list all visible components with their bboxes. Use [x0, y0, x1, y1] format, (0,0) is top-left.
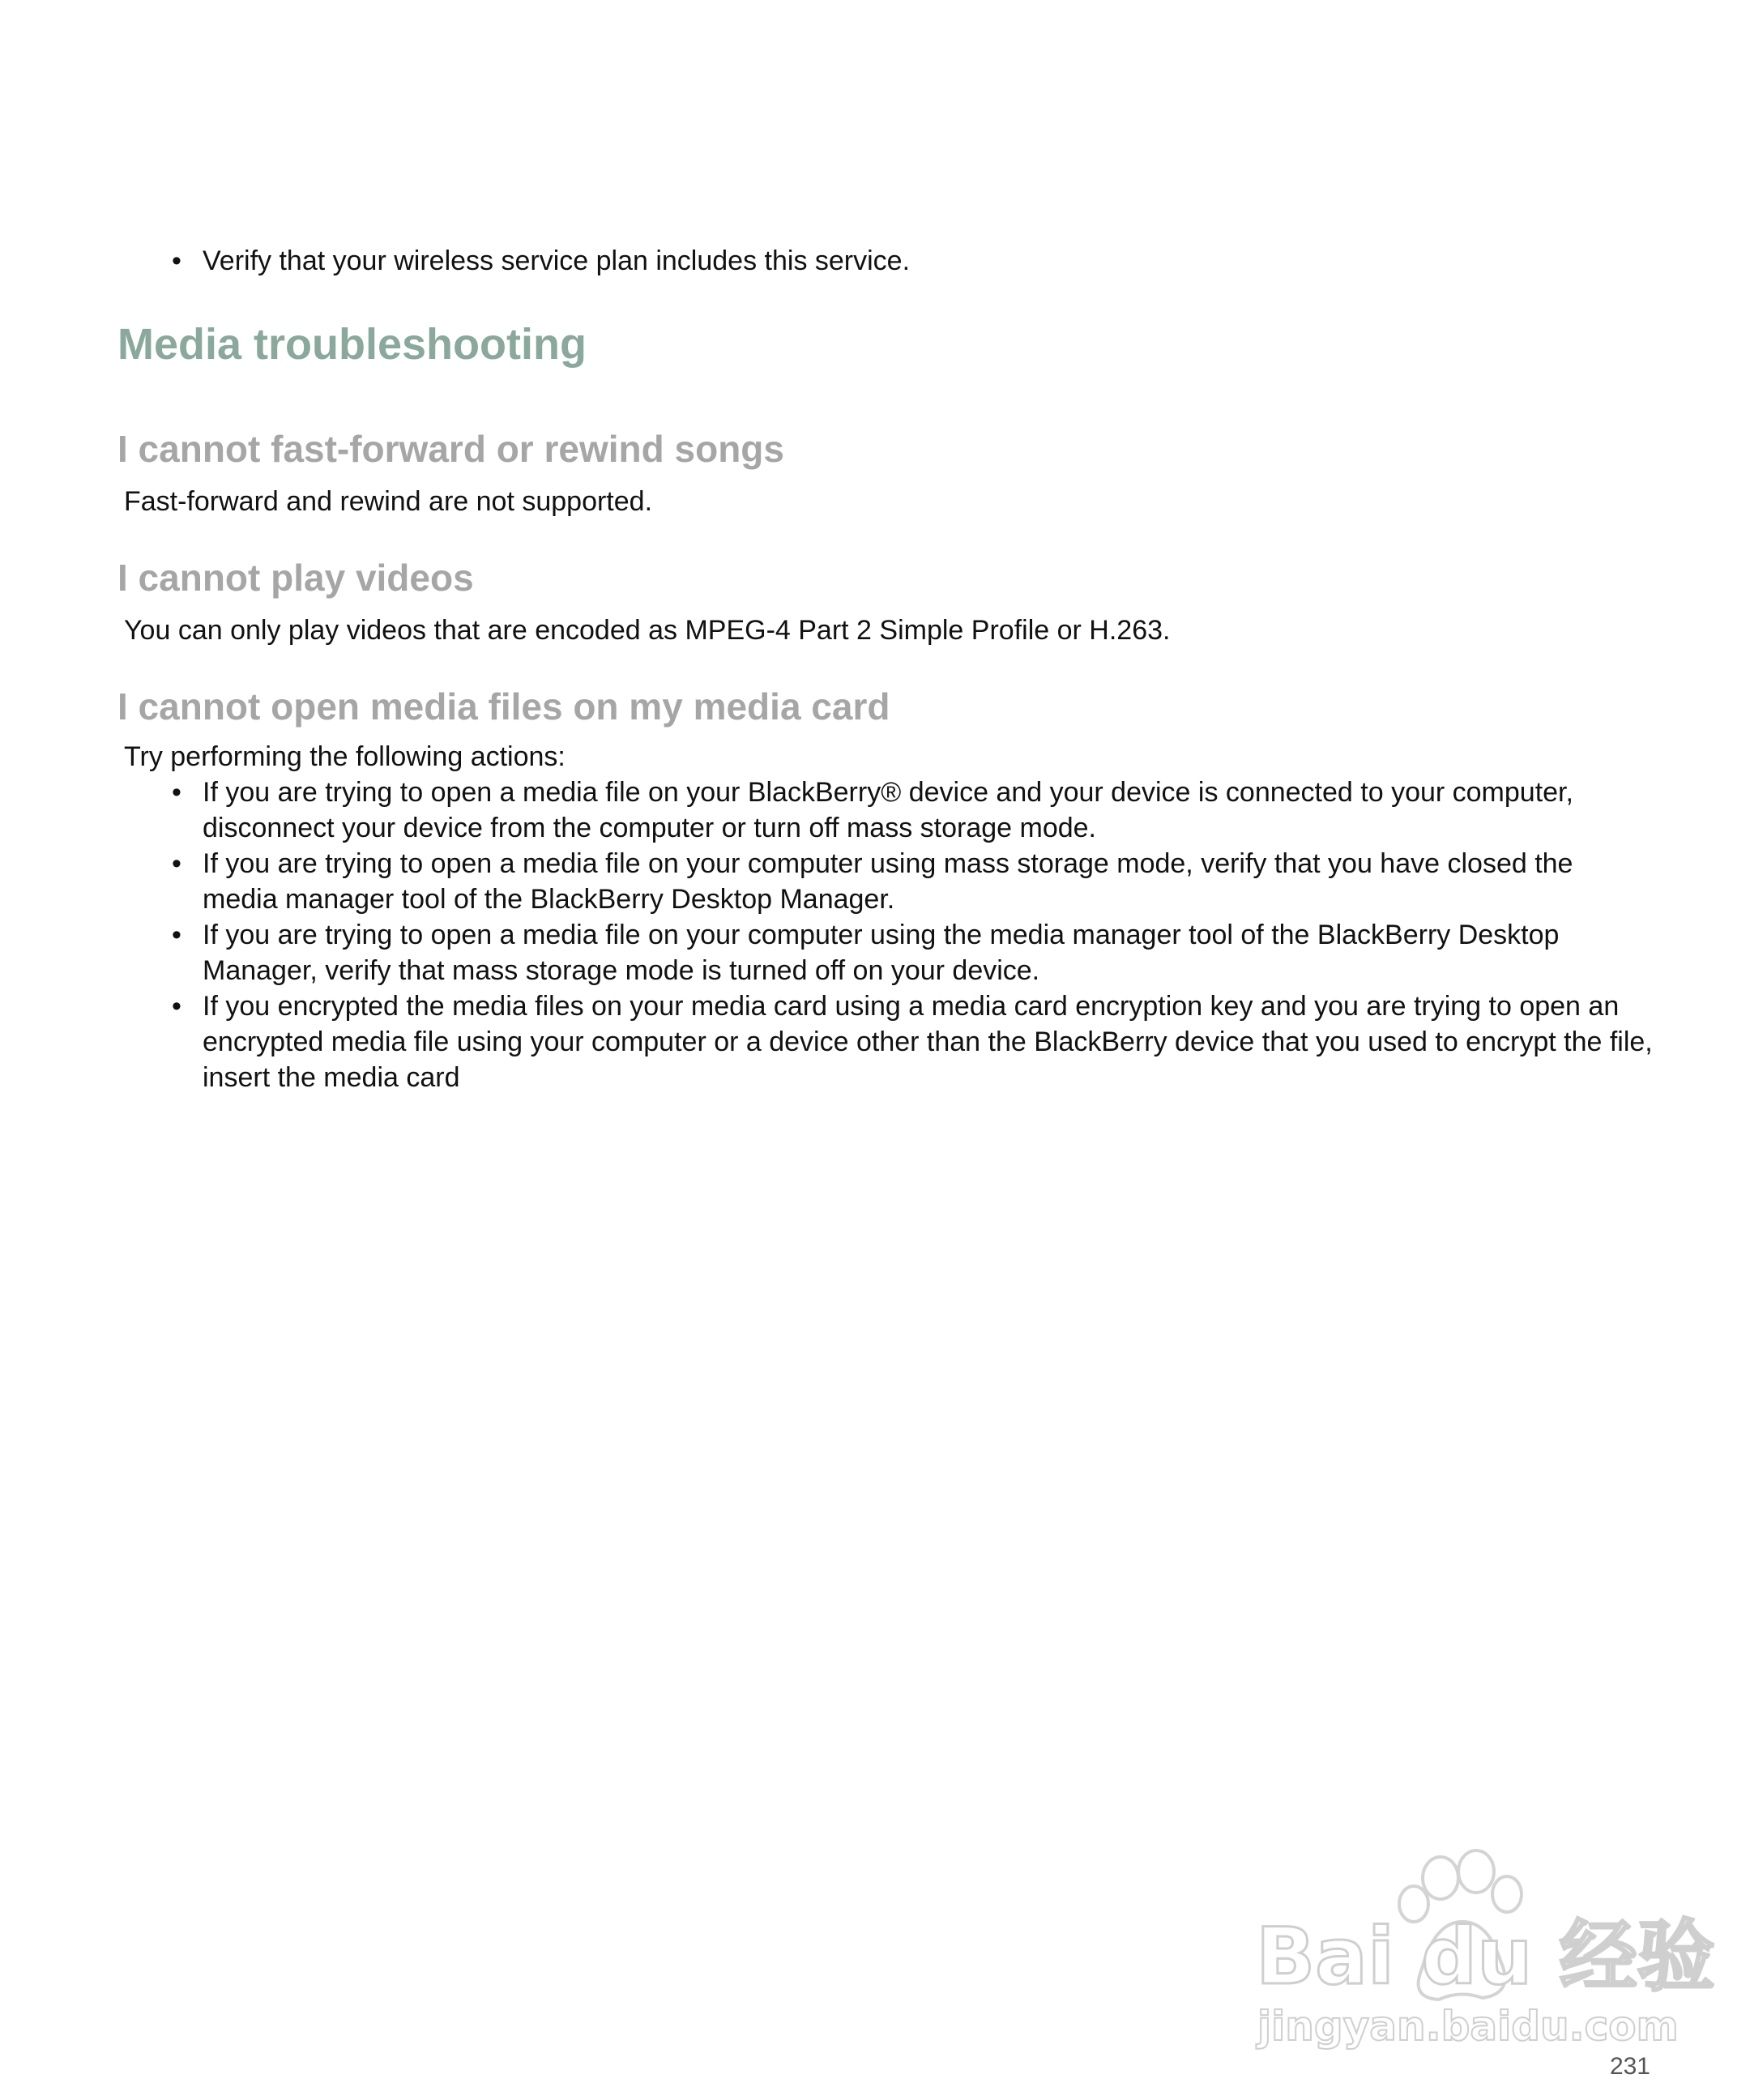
action-text: If you are trying to open a media file on your computer using mass storage mode, verify that you have closed the media manager tool of the BlackBerry Desktop Manager.: [203, 848, 1573, 915]
bullet-icon: •: [172, 245, 181, 276]
issue-text-fast-forward: Fast-forward and rewind are not supported.: [124, 486, 653, 517]
bullet-icon: •: [172, 920, 181, 950]
action-item: [172, 988, 1653, 1095]
section-title: Media troubleshooting: [117, 320, 587, 369]
issue-text-play-videos: You can only play videos that are encoded as MPEG-4 Part 2 Simple Profile or H.263.: [124, 615, 1171, 646]
action-item: [172, 917, 1653, 988]
bullet-icon: •: [172, 848, 181, 879]
action-item: [172, 846, 1653, 917]
baidu-watermark-logo: [1248, 1847, 1715, 2058]
watermark-url-text: jingyan.baidu.com: [1257, 2003, 1679, 2050]
watermark-brand-text: Bai du 经验: [1256, 1911, 1715, 2002]
media-card-actions-list: [172, 775, 1653, 1095]
intro-bullet-list: [172, 243, 1645, 279]
issue-title-play-videos: I cannot play videos: [117, 557, 474, 599]
bullet-icon: •: [172, 777, 181, 808]
intro-bullet-text: Verify that your wireless service plan includes this service.: [203, 245, 911, 276]
action-item: [172, 775, 1653, 846]
action-text: If you are trying to open a media file on your computer using the media manager tool of the BlackBerry Desktop Manager, verify that mass storage mode is turned off on your device.: [203, 920, 1560, 986]
issue-text-media-card: Try performing the following actions:: [124, 741, 566, 772]
intro-bullet-item: [172, 243, 1645, 279]
action-text: If you are trying to open a media file on your BlackBerry® device and your device is connected to your computer, disconnect your device from the computer or turn off mass storage mode.: [203, 777, 1573, 843]
bullet-icon: •: [172, 991, 181, 1022]
issue-title-fast-forward: I cannot fast-forward or rewind songs: [117, 428, 784, 470]
page-number: 231: [1609, 2053, 1650, 2080]
action-text: If you encrypted the media files on your media card using a media card encryption key and you are trying to open an encrypted media file using your computer or a device other than the BlackBerry device that you used to encrypt the file, insert the media card: [203, 991, 1653, 1093]
issue-title-media-card: I cannot open media files on my media card: [117, 685, 890, 728]
